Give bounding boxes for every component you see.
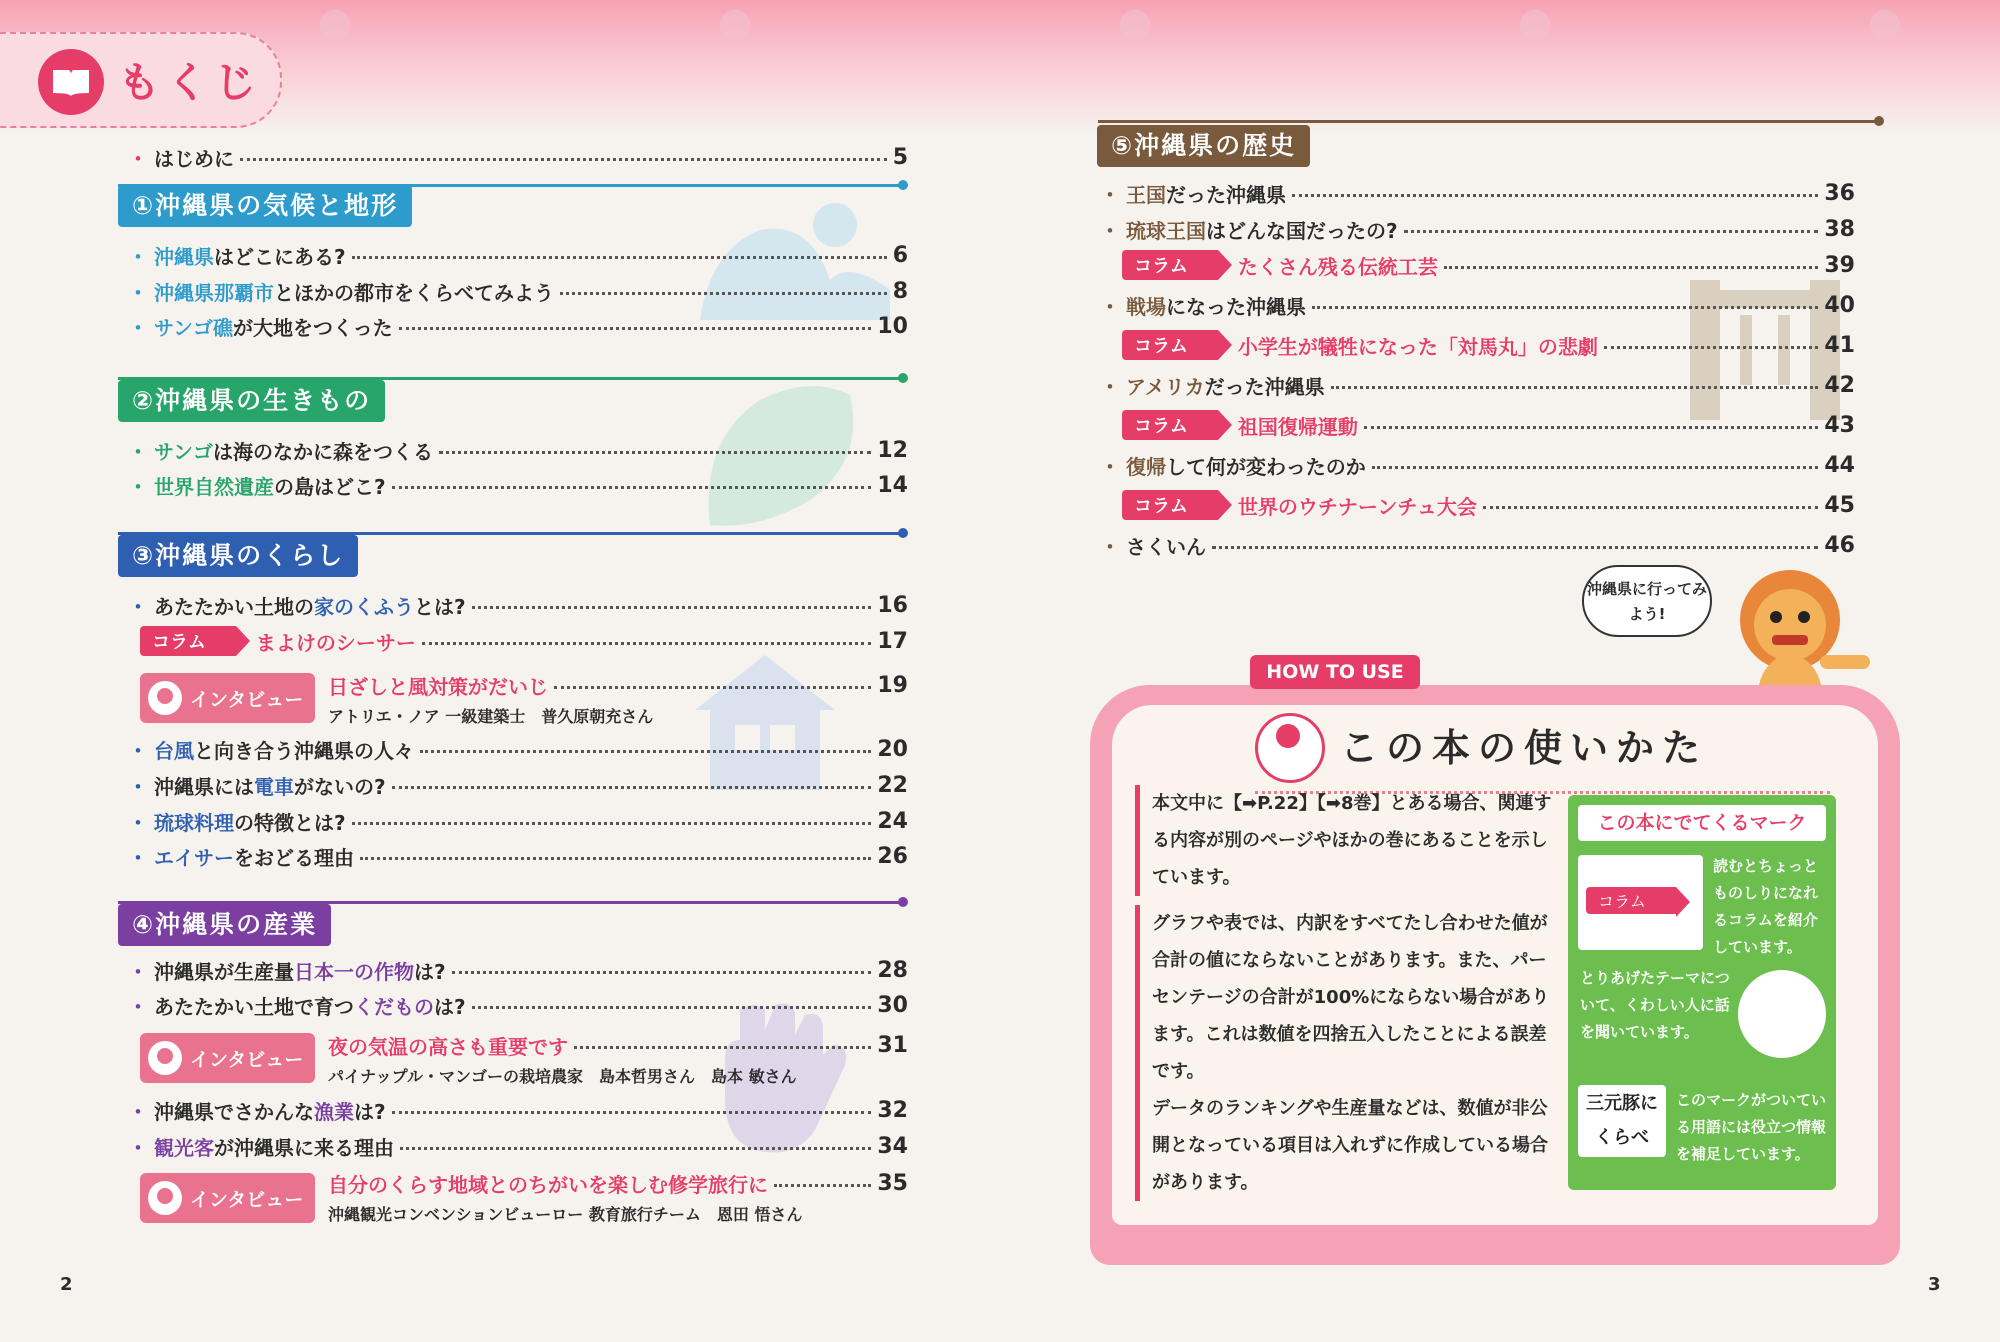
leader-dots [360, 857, 871, 860]
bullet: ・ [128, 810, 148, 835]
page-number: 35 [877, 1170, 908, 1196]
entry-text: はどこにある? [214, 244, 346, 269]
toc-column-entry[interactable] [1122, 330, 1855, 360]
interview-title: 夜の気温の高さも重要です [328, 1034, 568, 1059]
page-number: 36 [1824, 180, 1855, 206]
how-to-use-panel [1090, 655, 1900, 1275]
entry-text: の島はどこ? [274, 474, 386, 499]
interview-title: 日ざしと風対策がだいじ [328, 674, 548, 699]
entry-keyword: 台風 [154, 738, 194, 763]
entry-text: あたたかい土地の [154, 594, 314, 619]
entry-keyword: エイサー [154, 845, 234, 870]
column-title: たくさん残る伝統工芸 [1237, 254, 1438, 279]
marks-title: この本にでてくるマーク [1578, 805, 1826, 841]
column-tag: コラム [1122, 410, 1218, 440]
leader-dots [1404, 230, 1819, 233]
hibiscus-decoration [1500, 0, 1570, 60]
toc-entry[interactable] [128, 841, 908, 871]
leader-dots [472, 1006, 872, 1009]
toc-entry[interactable] [128, 955, 908, 985]
bullet: ・ [128, 315, 148, 340]
interview-tag [140, 1033, 315, 1083]
page-number: 12 [877, 437, 908, 463]
page-title: もくじ [118, 58, 263, 107]
leader-dots [420, 750, 871, 753]
entry-keyword: 日本一の作物 [294, 959, 414, 984]
leader-dots [554, 686, 871, 689]
toc-entry[interactable] [128, 806, 908, 836]
toc-entry[interactable] [128, 435, 908, 465]
entry-keyword: 琉球王国 [1126, 218, 1206, 243]
section-rule-dot [1874, 116, 1884, 126]
entry-text: がないの? [294, 774, 386, 799]
leader-dots [1292, 194, 1818, 197]
toc-entry[interactable] [1100, 370, 1855, 400]
interview-tag-label: インタビュー [190, 1048, 304, 1071]
entry-keyword: サンゴ礁 [154, 315, 233, 340]
page-number: 39 [1824, 252, 1855, 278]
section-rule-dot [898, 373, 908, 383]
interview-tag-label: インタビュー [190, 1188, 304, 1211]
bullet: ・ [1100, 454, 1120, 479]
page-number: 16 [877, 592, 908, 618]
page-number: 20 [877, 736, 908, 762]
page-number: 19 [877, 672, 908, 698]
entry-keyword: 琉球料理 [154, 810, 234, 835]
entry-text: になった沖縄県 [1166, 294, 1306, 319]
page-number: 41 [1824, 332, 1855, 358]
book-icon [38, 49, 104, 115]
entry-text: は? [414, 959, 446, 984]
bullet: ・ [128, 1135, 148, 1160]
how-to-use-label: HOW TO USE [1250, 655, 1420, 689]
entry-keyword: くだもの [354, 994, 434, 1019]
page-number: 38 [1824, 216, 1855, 242]
toc-entry[interactable] [128, 311, 908, 341]
entry-text: 沖縄県には [154, 774, 254, 799]
howto-paragraph-2: グラフや表では、内訳をすべてたし合わせた値が合計の値にならないことがあります。また、パーセンテージの合計が100%にならない場合があります。これは数値を四捨五入したことによる誤差です。 [1135, 905, 1552, 1090]
entry-keyword: 世界自然遺産 [154, 474, 274, 499]
toc-column-entry[interactable] [1122, 250, 1855, 280]
section-heading-creatures[interactable]: ②沖縄県の生きもの [118, 380, 385, 422]
toc-entry[interactable] [128, 1095, 908, 1125]
toc-entry[interactable] [128, 990, 908, 1020]
leader-dots [240, 158, 887, 161]
entry-text: 沖縄県でさかんな [154, 1099, 314, 1124]
bullet: ・ [128, 280, 148, 305]
toc-entry[interactable] [128, 1131, 908, 1161]
page-number: 14 [877, 472, 908, 498]
leader-dots [1372, 466, 1819, 469]
leader-dots [1483, 506, 1819, 509]
mark-interview-icon [1738, 970, 1826, 1058]
column-title: 小学生が犠牲になった「対馬丸」の悲劇 [1237, 334, 1598, 359]
leader-dots [1331, 386, 1819, 389]
toc-entry[interactable] [128, 276, 908, 306]
interview-subtitle: アトリエ・ノア 一級建築士 普久原朝充さん [328, 706, 654, 726]
column-tag: コラム [1122, 330, 1218, 360]
page-number: 30 [877, 992, 908, 1018]
entry-text: とは? [414, 594, 466, 619]
leader-dots [399, 327, 872, 330]
entry-label: はじめに [154, 146, 234, 171]
section-rule-dot [898, 897, 908, 907]
entry-text: して何が変わったのか [1166, 454, 1366, 479]
interview-subtitle: 沖縄観光コンベンションビューロー 教育旅行チーム 恩田 悟さん [328, 1204, 803, 1224]
speech-bubble: 沖縄県に行ってみよう! [1582, 565, 1712, 637]
page-number: 28 [877, 957, 908, 983]
entry-text: さくいん [1126, 534, 1206, 559]
bullet: ・ [1100, 182, 1120, 207]
leader-dots [392, 786, 872, 789]
page-number: 43 [1824, 412, 1855, 438]
leader-dots [1444, 266, 1819, 269]
page-number: 31 [877, 1032, 908, 1058]
bullet: ・ [128, 738, 148, 763]
section-rule [118, 184, 903, 187]
page-number: 24 [877, 808, 908, 834]
interview-tag [140, 1173, 315, 1223]
entry-text: と向き合う沖縄県の人々 [194, 738, 414, 763]
page-number: 40 [1824, 292, 1855, 318]
section-rule [1098, 120, 1878, 123]
leader-dots [1212, 546, 1818, 549]
entry-keyword: 漁業 [314, 1099, 354, 1124]
page-number: 44 [1824, 452, 1855, 478]
entry-text: はどんな国だったの? [1206, 218, 1398, 243]
leader-dots [560, 292, 887, 295]
section-heading-climate[interactable]: ①沖縄県の気候と地形 [118, 185, 412, 227]
mark-compare-box: 三元豚にくらべ [1578, 1085, 1666, 1157]
bullet: ・ [128, 994, 148, 1019]
how-to-use-title: この本の使いかた [1340, 726, 1709, 770]
entry-keyword: 復帰 [1126, 454, 1166, 479]
leader-dots [472, 606, 872, 609]
howto-paragraph-3: データのランキングや生産量などは、数値が非公開となっている項目は入れずに作成している場合があります。 [1135, 1090, 1552, 1201]
bullet: ・ [128, 439, 148, 464]
entry-text: の特徴とは? [234, 810, 346, 835]
interview-tag [140, 673, 315, 723]
leader-dots [774, 1184, 871, 1187]
bullet: ・ [128, 774, 148, 799]
column-tag: コラム [1122, 250, 1218, 280]
toc-column-entry[interactable] [1122, 410, 1855, 440]
section-heading-life[interactable]: ③沖縄県のくらし [118, 535, 358, 577]
section-heading-history[interactable]: ⑤沖縄県の歴史 [1097, 125, 1310, 167]
toc-entry[interactable] [1100, 178, 1855, 208]
entry-keyword: 沖縄県那覇市 [154, 280, 274, 305]
entry-keyword: 観光客 [154, 1135, 214, 1160]
top-banner [0, 0, 2000, 135]
page-number: 34 [877, 1133, 908, 1159]
entry-text: が沖縄県に来る理由 [214, 1135, 394, 1160]
entry-text: だった沖縄県 [1166, 182, 1286, 207]
entry-text: あたたかい土地で育つ [154, 994, 354, 1019]
page-number: 42 [1824, 372, 1855, 398]
entry-text: をおどる理由 [234, 845, 354, 870]
interview-tag-label: インタビュー [190, 688, 304, 711]
howto-paragraph-1: 本文中に【➡P.22】【➡8巻】とある場合、関連する内容が別のページやほかの巻にあることを示しています。 [1135, 785, 1552, 896]
entry-keyword: アメリカ [1126, 374, 1205, 399]
section-rule-dot [898, 180, 908, 190]
bullet: ・ [128, 845, 148, 870]
leader-dots [392, 486, 872, 489]
entry-text: 沖縄県が生産量 [154, 959, 294, 984]
page-number: 10 [877, 313, 908, 339]
column-tag: コラム [140, 626, 236, 656]
entry-keyword: 家のくふう [314, 594, 414, 619]
page-number: 26 [877, 843, 908, 869]
page-number: 45 [1824, 492, 1855, 518]
column-title: 祖国復帰運動 [1237, 414, 1358, 439]
column-title: 世界のウチナーンチュ大会 [1237, 494, 1477, 519]
toc-interview-entry[interactable] [328, 1030, 908, 1060]
toc-entry[interactable] [128, 590, 908, 620]
section-rule-dot [898, 528, 908, 538]
entry-text: とほかの都市をくらべてみよう [274, 280, 554, 305]
entry-keyword: 沖縄県 [154, 244, 214, 269]
leader-dots [1604, 346, 1819, 349]
toc-entry[interactable] [128, 240, 908, 270]
bullet: ・ [1100, 218, 1120, 243]
interview-title: 自分のくらす地域とのちがいを楽しむ修学旅行に [328, 1172, 768, 1197]
column-title: まよけのシーサー [255, 630, 416, 655]
page-number: 6 [892, 242, 908, 268]
leader-dots [422, 642, 872, 645]
entry-keyword: 戦場 [1126, 294, 1166, 319]
interviewer-icon [148, 1181, 182, 1215]
page-number-left: 2 [60, 1274, 73, 1295]
toc-interview-entry[interactable] [328, 670, 908, 700]
mark-column-text: 読むとちょっとものしりになれるコラムを紹介しています。 [1713, 857, 1819, 956]
entry-text: は? [434, 994, 466, 1019]
bullet: ・ [128, 474, 148, 499]
toc-entry[interactable] [128, 734, 908, 764]
toc-entry[interactable] [128, 470, 908, 500]
bullet: ・ [128, 244, 148, 269]
leader-dots [400, 1147, 871, 1150]
toc-entry-index[interactable] [1100, 530, 1855, 560]
section-heading-industry[interactable]: ④沖縄県の産業 [118, 904, 331, 946]
bullet: ・ [128, 594, 148, 619]
mark-interview-text: とりあげたテーマについて、くわしい人に話を聞いています。 [1580, 969, 1730, 1041]
toc-entry[interactable] [1100, 214, 1855, 244]
entry-text: は? [354, 1099, 386, 1124]
bullet: ・ [128, 146, 148, 171]
bullet: ・ [128, 1099, 148, 1124]
column-tag: コラム [1586, 887, 1676, 914]
bullet: ・ [1100, 294, 1120, 319]
toc-entry[interactable] [1100, 290, 1855, 320]
leader-dots [1364, 426, 1819, 429]
toc-entry-intro[interactable] [128, 142, 908, 172]
leader-dots [352, 256, 887, 259]
marks-panel [1568, 795, 1836, 1190]
page-number: 8 [892, 278, 908, 304]
leader-dots [392, 1111, 872, 1114]
toc-entry[interactable] [128, 770, 908, 800]
page-number: 22 [877, 772, 908, 798]
bullet: ・ [1100, 534, 1120, 559]
toc-entry[interactable] [1100, 450, 1855, 480]
entry-keyword: 王国 [1126, 182, 1166, 207]
bullet: ・ [1100, 374, 1120, 399]
page-number: 5 [892, 144, 908, 170]
entry-keyword: 電車 [254, 774, 294, 799]
leader-dots [439, 451, 871, 454]
mark-compare-text: このマークがついている用語には役立つ情報を補足しています。 [1676, 1091, 1827, 1163]
entry-text: が大地をつくった [233, 315, 393, 340]
column-tag: コラム [1122, 490, 1218, 520]
interviewer-icon [148, 1041, 182, 1075]
toc-interview-entry[interactable] [328, 1168, 908, 1198]
leader-dots [574, 1046, 871, 1049]
hibiscus-decoration [1100, 0, 1170, 60]
bullet: ・ [128, 959, 148, 984]
page-number: 32 [877, 1097, 908, 1123]
hibiscus-decoration [300, 0, 370, 60]
page-number: 46 [1824, 532, 1855, 558]
toc-column-entry[interactable] [140, 626, 908, 656]
entry-text: は海のなかに森をつくる [213, 439, 433, 464]
hibiscus-decoration [700, 0, 770, 60]
toc-column-entry[interactable] [1122, 490, 1855, 520]
entry-text: だった沖縄県 [1204, 374, 1325, 399]
interview-subtitle: パイナップル・マンゴーの栽培農家 島本哲男さん 島本 敏さん [328, 1066, 797, 1086]
leader-dots [452, 971, 872, 974]
leader-dots [1312, 306, 1818, 309]
hibiscus-decoration [1850, 0, 1920, 60]
mark-column-box [1578, 855, 1703, 950]
leader-dots [352, 822, 872, 825]
interviewer-icon [148, 681, 182, 715]
page-number: 17 [877, 628, 908, 654]
page-number-right: 3 [1928, 1274, 1941, 1295]
reader-icon [1255, 713, 1325, 783]
entry-keyword: サンゴ [154, 439, 213, 464]
